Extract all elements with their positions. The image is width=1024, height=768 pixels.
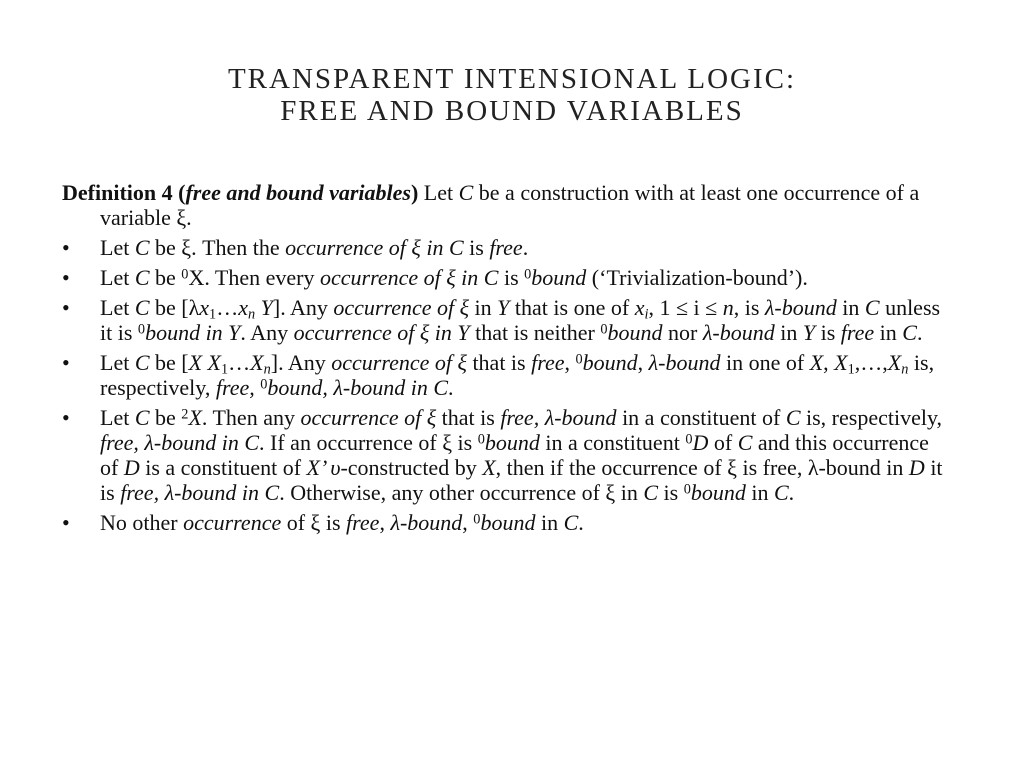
list-item: • Let C be ξ. Then the occurrence of ξ in C is free.	[62, 235, 529, 260]
bullet-glyph: •	[62, 265, 70, 290]
list-item: • No other occurrence of ξ is free, λ-bound, $^0$bound in C.	[62, 510, 584, 535]
bullet-glyph: •	[62, 350, 70, 375]
bullet-glyph: •	[62, 295, 70, 320]
definition-label: Definition 4 (free and bound variables)	[62, 180, 419, 205]
list-item: • Let C be [X $X_1\dots X_n$]. Any occurrence of ξ that is free, $^0$bound, λ-bound in one of X, $X_1,\dots,X_n$ is, respectively, free, $^0$bound, λ-bound in C.	[62, 350, 935, 400]
slide-body	[62, 180, 952, 540]
title-line-1: TRANSPARENT INTENSIONAL LOGIC:	[227, 63, 797, 95]
list-item: • Let C be $^0$X. Then every occurrence of ξ in C is $^0$bound (‘Trivialization-bound’).	[62, 265, 808, 290]
list-item: • Let C be $^2$X. Then any occurrence of ξ that is free, λ-bound in a constituent of C is, respectively, free, λ-bound in C. If an occurrence of ξ is $^0$bound in a constituent $^0$D of C and this occurrence of D is a constituent of X’ υ-constructed by X, then if the occurrence of ξ is free, λ-bound in D it is free, λ-bound in C. Otherwise, any other occurrence of ξ in C is $^0$bound in C.	[62, 405, 943, 505]
title-line-2: FREE AND BOUND VARIABLES	[280, 95, 744, 127]
list-item: • Let C be [$\lambda x_1\dots x_n$ Y]. Any occurrence of ξ in Y that is one of $x_i$, 1 ≤ i ≤ n, is λ-bound in C unless it is $^0$bound in Y. Any occurrence of ξ in Y that is neither $^0$bound nor λ-bound in Y is free in C.	[62, 295, 941, 345]
bullet-glyph: •	[62, 510, 70, 535]
bullet-list	[62, 235, 952, 535]
slide-title	[60, 63, 964, 127]
definition-paragraph: Definition 4 (free and bound variables) Let C be a construction with at least one occurrence of a variable ξ.	[62, 180, 920, 230]
bullet-glyph: •	[62, 235, 70, 260]
bullet-glyph: •	[62, 405, 70, 430]
